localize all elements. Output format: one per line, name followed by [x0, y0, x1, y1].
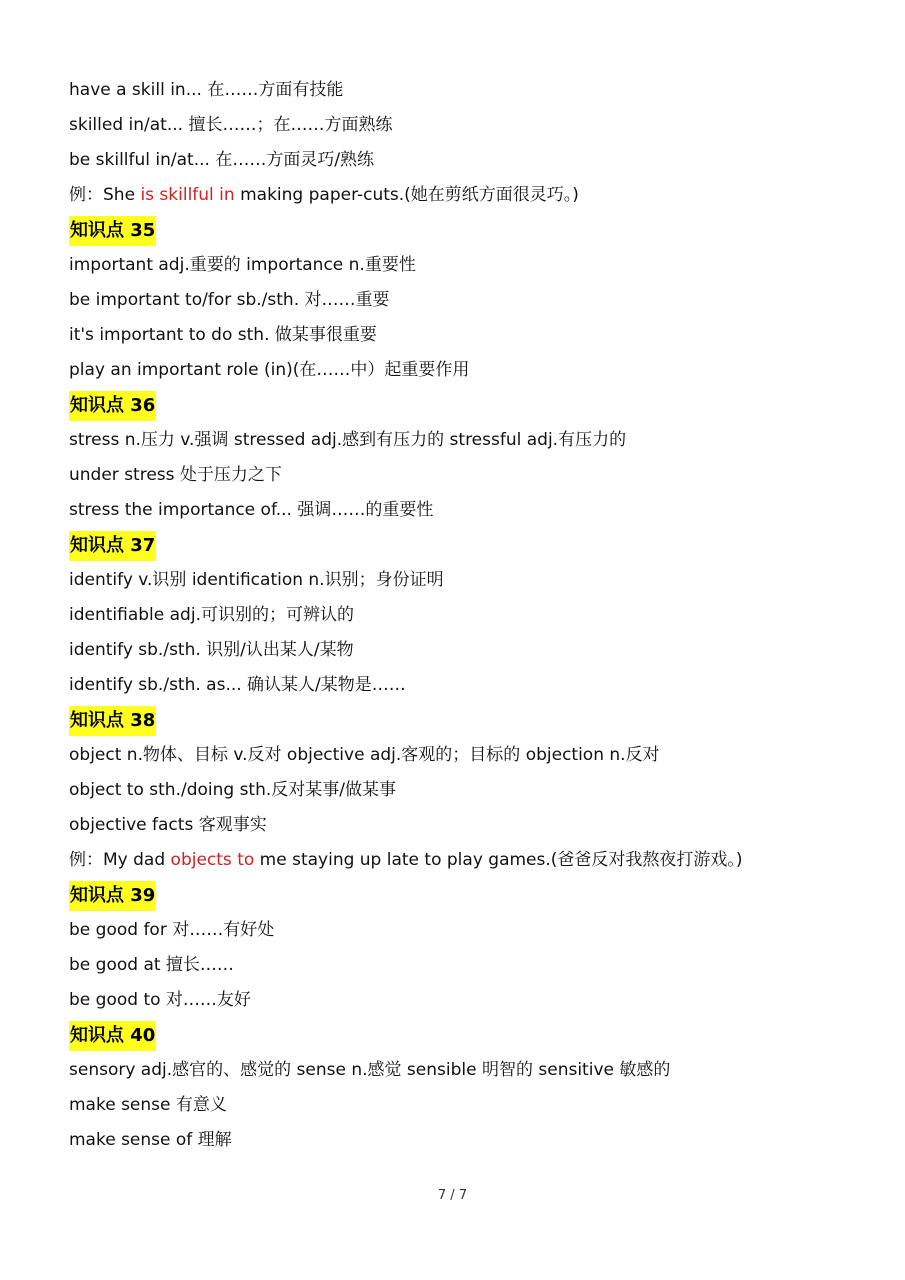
text-segment: important adj.重要的 importance n.重要性	[69, 255, 416, 275]
text-line	[69, 668, 869, 703]
text-segment: be skillful in/at... 在……方面灵巧/熟练	[69, 150, 375, 170]
text-segment: identify sb./sth. as... 确认某人/某物是……	[69, 675, 406, 695]
text-line	[69, 143, 869, 178]
text-line	[69, 248, 869, 283]
text-segment: it's important to do sth. 做某事很重要	[69, 325, 377, 345]
text-line	[69, 73, 869, 108]
document-body	[69, 73, 869, 1158]
section-heading-label: 知识点 39	[69, 881, 156, 911]
text-segment: be good at 擅长……	[69, 955, 234, 975]
text-segment: make sense of 理解	[69, 1130, 232, 1150]
text-segment: be good for 对……有好处	[69, 920, 275, 940]
text-line	[69, 563, 869, 598]
text-segment: object to sth./doing sth.反对某事/做某事	[69, 780, 397, 800]
text-line	[69, 458, 869, 493]
highlighted-phrase: objects to	[170, 850, 255, 870]
section-heading-label: 知识点 36	[69, 391, 156, 421]
text-segment: skilled in/at... 擅长……；在……方面熟练	[69, 115, 393, 135]
text-line	[69, 633, 869, 668]
section-heading	[69, 528, 869, 563]
text-segment: be good to 对……友好	[69, 990, 251, 1010]
text-segment: 例：She	[69, 185, 141, 205]
text-line	[69, 283, 869, 318]
text-segment: be important to/for sb./sth. 对……重要	[69, 290, 390, 310]
text-line	[69, 948, 869, 983]
text-segment: under stress 处于压力之下	[69, 465, 282, 485]
text-line	[69, 353, 869, 388]
text-segment: identifiable adj.可识别的；可辨认的	[69, 605, 354, 625]
section-heading	[69, 703, 869, 738]
section-heading	[69, 213, 869, 248]
section-heading-label: 知识点 40	[69, 1021, 156, 1051]
page-number: 7 / 7	[437, 1188, 468, 1203]
text-segment: 例：My dad	[69, 850, 171, 870]
text-segment: sensory adj.感官的、感觉的 sense n.感觉 sensible 明智的 sensitive 敏感的	[69, 1060, 671, 1080]
text-line	[69, 808, 869, 843]
text-segment: making paper-cuts.(她在剪纸方面很灵巧。)	[234, 185, 579, 205]
text-line	[69, 773, 869, 808]
text-segment: identify v.识别 identification n.识别；身份证明	[69, 570, 444, 590]
text-line	[69, 423, 869, 458]
text-line	[69, 1053, 869, 1088]
text-line	[69, 983, 869, 1018]
text-line	[69, 1088, 869, 1123]
text-segment: objective facts 客观事实	[69, 815, 267, 835]
text-line	[69, 493, 869, 528]
text-line	[69, 598, 869, 633]
section-heading	[69, 878, 869, 913]
text-line	[69, 738, 869, 773]
text-segment: stress n.压力 v.强调 stressed adj.感到有压力的 stressful adj.有压力的	[69, 430, 627, 450]
section-heading-label: 知识点 37	[69, 531, 156, 561]
text-line	[69, 843, 869, 878]
text-segment: have a skill in... 在……方面有技能	[69, 80, 344, 100]
text-line	[69, 913, 869, 948]
text-line	[69, 108, 869, 143]
text-segment: stress the importance of... 强调……的重要性	[69, 500, 434, 520]
section-heading-label: 知识点 38	[69, 706, 156, 736]
text-segment: me staying up late to play games.(爸爸反对我熬夜打游戏。)	[254, 850, 743, 870]
section-heading	[69, 1018, 869, 1053]
text-segment: play an important role (in)(在……中）起重要作用	[69, 360, 470, 380]
text-segment: make sense 有意义	[69, 1095, 227, 1115]
text-line	[69, 318, 869, 353]
highlighted-phrase: is skillful in	[140, 185, 235, 205]
text-segment: identify sb./sth. 识别/认出某人/某物	[69, 640, 354, 660]
text-line	[69, 178, 869, 213]
section-heading	[69, 388, 869, 423]
text-line	[69, 1123, 869, 1158]
text-segment: object n.物体、目标 v.反对 objective adj.客观的；目标的 objection n.反对	[69, 745, 660, 765]
section-heading-label: 知识点 35	[69, 216, 156, 246]
